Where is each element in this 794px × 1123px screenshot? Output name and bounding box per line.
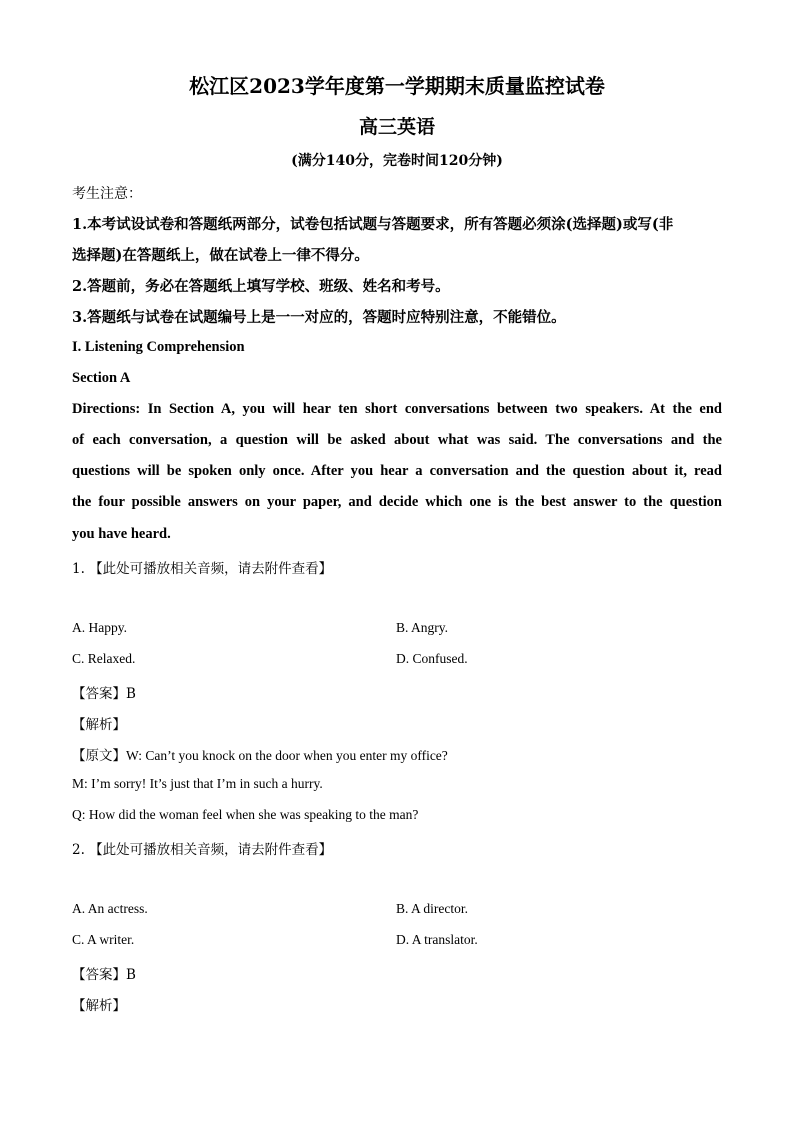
notice-item-3: 3.答题纸与试卷在试题编号上是一一对应的，答题时应特别注意，不能错位。 [72,309,566,326]
question-1-stem: 1. 【此处可播放相关音频，请去附件查看】 [72,561,333,577]
directions-line-5: you have heard. [72,526,171,542]
transcript-text: W: Can’t you knock on the door when you enter my office? [126,748,448,763]
subject-title: 高三英语 [358,116,435,138]
question-1-option-d: D. Confused. [396,651,468,666]
transcript-label: 【原文】 [72,748,126,764]
question-1-transcript-line-2: M: I’m sorry! It’s just that I’m in such a hurry. [72,776,323,791]
directions-line-1: Directions: In Section A, you will hear ten short conversations between two speakers. At the end [72,401,722,417]
notice-item-1-line-2: 选择题)在答题纸上，做在试卷上一律不得分。 [72,247,369,264]
question-1-option-b: B. Angry. [396,620,449,635]
question-1-answer: 【答案】B [72,686,136,702]
question-2-analysis-label: 【解析】 [72,998,126,1014]
question-1-transcript-line-3: Q: How did the woman feel when she was speaking to the man? [72,807,419,822]
question-1-analysis-label: 【解析】 [72,717,126,733]
part-title: I. Listening Comprehension [72,339,245,355]
question-2-option-a: A. An actress. [72,901,148,916]
section-title: Section A [72,370,131,386]
question-2-option-b: B. A director. [396,901,468,916]
directions-line-3: questions will be spoken only once. After you hear a conversation and the question about it, read [72,463,722,479]
question-2-option-c: C. A writer. [72,932,135,947]
notice-item-2: 2.答题前，务必在答题纸上填写学校、班级、姓名和考号。 [72,278,450,295]
question-2-option-d: D. A translator. [396,932,478,947]
notice-item-1-line-1: 1.本考试设试卷和答题纸两部分，试卷包括试题与答题要求，所有答题必须涂(选择题)或写(非 [72,216,674,233]
question-1-option-a: A. Happy. [72,620,127,635]
directions-line-2: of each conversation, a question will be asked about what was said. The conversations and the [72,432,722,448]
score-time-note: (满分140分，完卷时间120分钟) [291,153,503,169]
question-1-option-c: C. Relaxed. [72,651,136,666]
directions-line-4: the four possible answers on your paper, and decide which one is the best answer to the question [72,494,722,510]
notice-heading: 考生注意： [72,186,142,202]
question-2-answer: 【答案】B [72,967,136,983]
exam-title: 松江区2023学年度第一学期期末质量监控试卷 [189,74,605,98]
question-2-stem: 2. 【此处可播放相关音频，请去附件查看】 [72,842,333,858]
question-1-transcript-line-1 [72,744,448,764]
